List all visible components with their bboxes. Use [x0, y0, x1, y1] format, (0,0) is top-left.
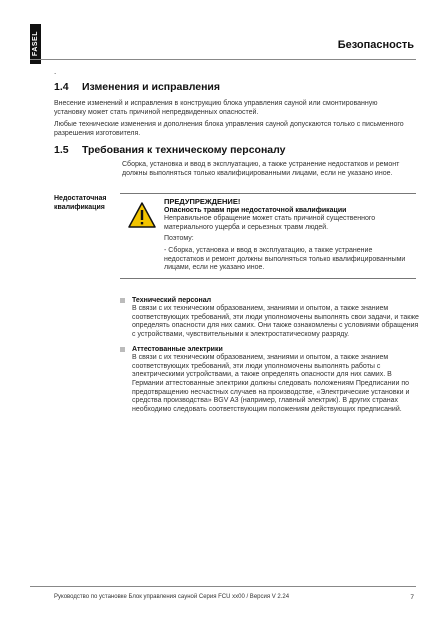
warning-therefore: Поэтому: [164, 235, 194, 243]
warning-content [164, 198, 408, 273]
list-item-text: В связи с их техническим образованием, знаниями и опытом, а также знанием соответствующих требований, эти люди уполномочены выполнять работы с электрическими устройствами, а также определять опасности для них самих. В Германии аттестованные электрики должны следовать положениям Предписании по предотвращению несчастных случаев на производстве, «Электрические установки и средства производства» BGV A3 (например, главный электрик). В других странах необходимо следовать соответствующим положениям действующих предписаний. [132, 353, 410, 414]
list-item [120, 345, 420, 415]
warning-text: Неправильное обращение может стать причиной существенного материального ущерба и серьезных травм людей. [164, 215, 376, 231]
stray-mark: . [54, 67, 57, 76]
footer-divider [30, 586, 416, 587]
personnel-list [120, 296, 420, 420]
warning-subtitle: Опасность травм при недостаточной квалификации [164, 206, 347, 214]
heading-title: Требования к техническому персоналу [82, 144, 286, 156]
list-item-text: В связи с их техническим образованием, знаниями и опытом, а также знанием соответствующих требований, эти люди уполномочены выполнять свои задачи, и также определять опасности для них самих. Они также ознакомлены с условиями обращения с устройствами, чувствительными к электростатическому разряду. [132, 305, 419, 339]
heading-1-5 [54, 144, 286, 156]
paragraph-personnel-intro: Сборка, установка и ввод в эксплуатацию, а также устранение недостатков и ремонт должны выполняться только квалифицированными лицами, если не указано иное. [122, 161, 400, 177]
list-item-title: Технический персонал [132, 297, 212, 304]
heading-1-4 [54, 81, 220, 93]
margin-label-qualification: Недостаточная квалификация [54, 195, 107, 211]
section-title: Безопасность [337, 39, 414, 51]
list-item-title: Аттестованные электрики [132, 345, 223, 353]
square-bullet-icon [120, 347, 125, 352]
heading-number: 1.5 [54, 144, 69, 156]
heading-title: Изменения и исправления [82, 81, 221, 93]
paragraph-written-permission: Любые технические изменения и дополнения блока управления сауной допускаются только с письменного разрешения изготовителя. [54, 121, 404, 137]
list-item [120, 296, 420, 340]
square-bullet-icon [120, 298, 125, 303]
header-divider [30, 59, 416, 60]
heading-number: 1.4 [54, 81, 69, 93]
warning-title: ПРЕДУПРЕЖДЕНИЕ! [164, 197, 241, 206]
footer-title: Руководство по установке Блок управления сауной Серия FCU xx00 / Версия V 2.24 [54, 594, 290, 600]
warning-box [120, 193, 416, 279]
paragraph-changes: Внесение изменений и исправления в конструкцию блока управления сауной или смонтированную установку может стать причиной непредвиденных опасностей. [54, 100, 378, 116]
page-number: 7 [410, 594, 414, 601]
logo-text: FASEL [32, 31, 39, 57]
warning-triangle-icon [128, 202, 156, 228]
fasel-logo [30, 24, 41, 64]
warning-action: - Сборка, установка и ввод в эксплуатацию, а также устранение недостатков и ремонт должны выполняться только квалифицированными лицами, если не указано иное. [164, 246, 406, 272]
